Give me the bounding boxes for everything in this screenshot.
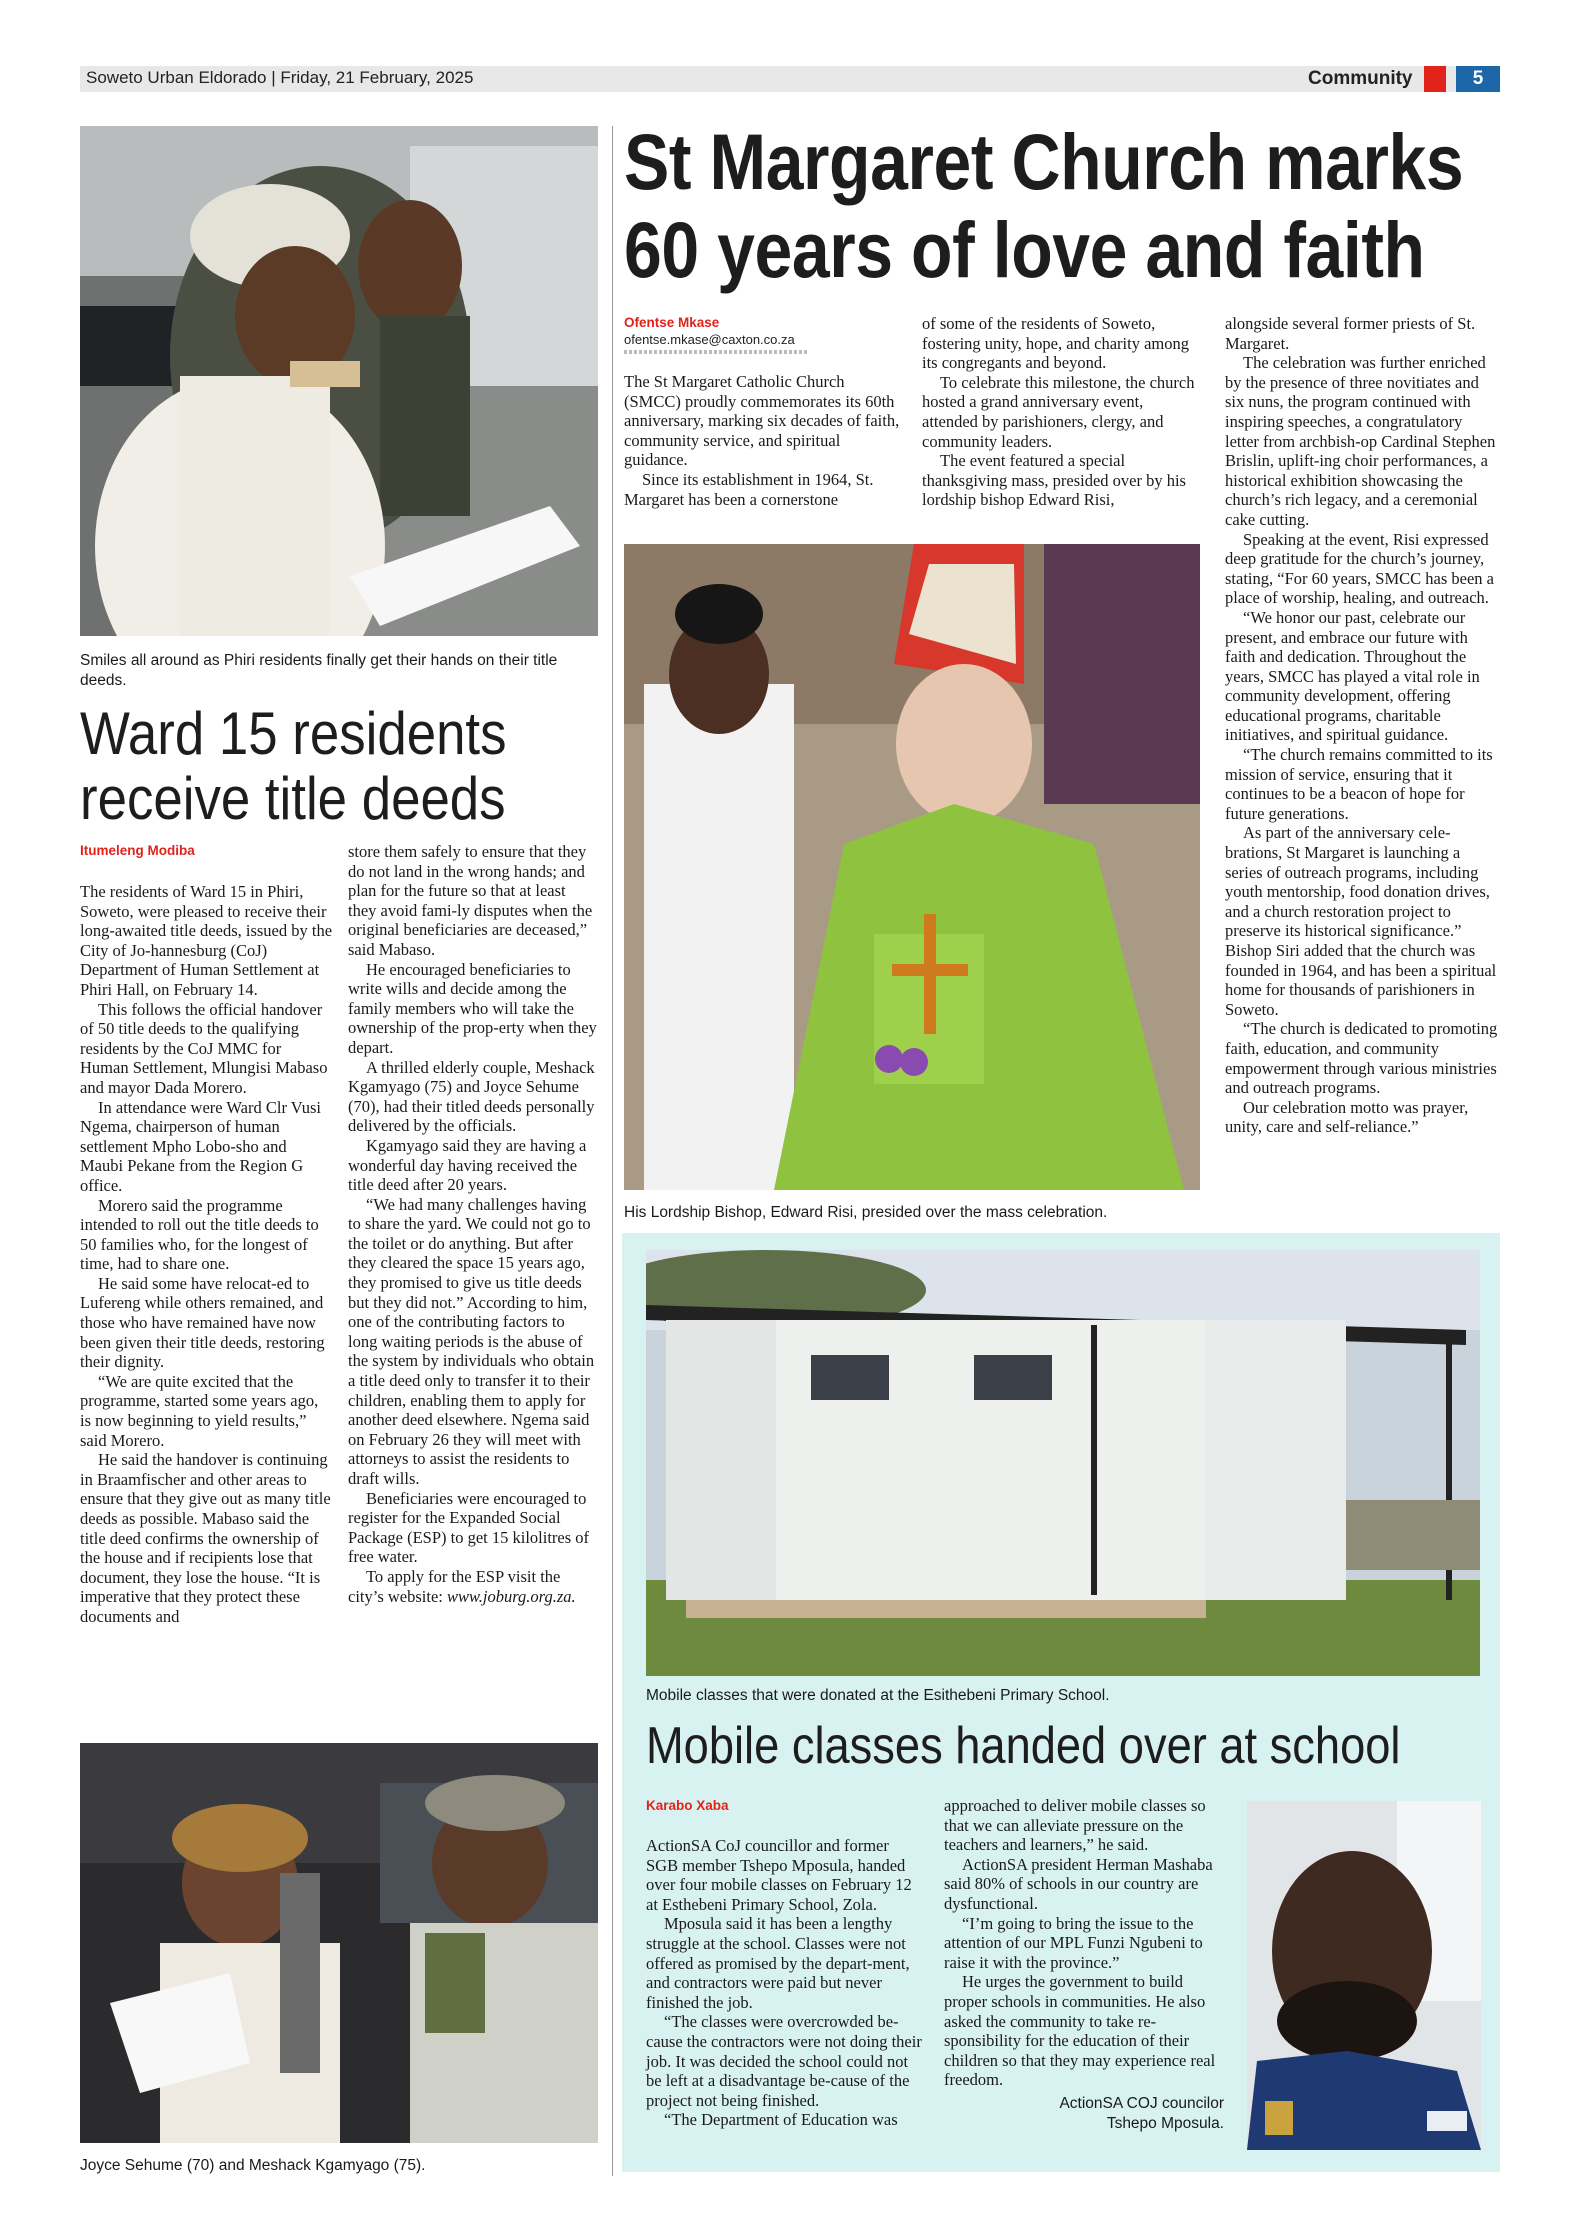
- church-paragraph: The St Margaret Catholic Church (SMCC) proudly commemorates its 60th anniversary, marking six decades of faith, community service, and spiritual guidance.: [624, 372, 900, 470]
- couple-photo-caption: Joyce Sehume (70) and Meshack Kgamyago (75).: [80, 2157, 426, 2174]
- page-number: 5: [1456, 66, 1500, 92]
- ward-paragraph: [348, 1567, 598, 1606]
- councillor-caption: [1000, 2094, 1224, 2134]
- church-paragraph: Our celebration motto was prayer, unity, care and self-reliance.”: [1225, 1097, 1469, 1137]
- church-paragraph: alongside several former priests of St. Margaret.: [1225, 314, 1476, 353]
- mobile-paragraph: approached to deliver mobile classes so that we can alleviate pressure on the teachers and learners,” he said.: [944, 1796, 1206, 1855]
- mobile-column-1: [646, 1836, 924, 2130]
- ward-paragraph: He encouraged beneficiaries to write wills and decide among the family members who will take the ownership of the prop-erty when they depart.: [348, 959, 597, 1057]
- mobile-paragraph: Mposula said it has been a lengthy struggle at the school. Classes were not offered as promised by the depart-ment, and contractors were paid but never finished the job.: [646, 1914, 910, 2012]
- church-author-email[interactable]: ofentse.mkase@caxton.co.za: [624, 332, 795, 347]
- ward-headline: [80, 702, 507, 832]
- ward-paragraph: “We had many challenges having to share the yard. We could not go to the toilet or do anything. But after they cleared the space 15 years ago, they promised to give us title deeds but they did not.” According to him, one of the contributing factors to long waiting periods is the abuse of the system by individuals who obtain a title deed only to transfer it to their children, enabling them to apply for another deed elsewhere. Ngema said on February 26 they will meet with attorneys to assist the residents to draft wills.: [348, 1194, 595, 1488]
- joburg-website-link[interactable]: www.joburg.org.za.: [446, 1586, 576, 1606]
- bishop-photo-caption: His Lordship Bishop, Edward Risi, presided over the mass celebration.: [624, 1204, 1108, 1221]
- church-headline-line1: St Margaret Church marks: [624, 117, 1464, 206]
- church-column-3: [1225, 314, 1500, 1137]
- mobile-paragraph: “The classes were overcrowded be-cause the contractors were not doing their job. It was decided the school could not be left at a disadvantage be-cause of the project not being finished.: [646, 2012, 922, 2110]
- ward-column-2: [348, 842, 598, 1606]
- section-label: Community: [1308, 68, 1413, 89]
- mobile-paragraph: ActionSA president Herman Mashaba said 80% of schools in our country are dysfunctional.: [944, 1854, 1213, 1913]
- mobile-column-2: [944, 1796, 1226, 2090]
- church-paragraph: “The church is dedicated to promoting faith, education, and community empowerment through various ministries and outreach programs.: [1225, 1019, 1498, 1098]
- mobile-headline: Mobile classes handed over at school: [646, 1717, 1401, 1775]
- ward-paragraph: “We are quite excited that the programme, started some years ago, is now beginning to yield results,” said Morero.: [80, 1371, 319, 1450]
- ward-paragraph: He said the handover is continuing in Braamfischer and other areas to ensure that they give out as many title deeds as possible. Mabaso said the title deed confirms the ownership of the house and if recipients lose that document, they lose the house. “It is imperative that they protect these documents and: [80, 1450, 331, 1626]
- mobile-classes-photo: [646, 1250, 1480, 1676]
- ward-paragraph: In attendance were Ward Clr Vusi Ngema, chairperson of human settlement Mpho Lobo-sho and Maubi Pekane from the Region G office.: [80, 1097, 321, 1195]
- church-paragraph: Speaking at the event, Risi expressed deep gratitude for the church’s journey, stating, “For 60 years, SMCC has been a place of worship, healing, and outreach.: [1225, 529, 1495, 608]
- section-red-marker: [1424, 66, 1446, 92]
- councillor-portrait: [1247, 1801, 1481, 2150]
- title-deed-photo: [80, 126, 598, 636]
- mobile-byline: Karabo Xaba: [646, 1798, 729, 1813]
- church-paragraph: The event featured a special thanksgiving mass, presided over by his lordship bishop Edward Risi,: [922, 451, 1186, 510]
- ward-paragraph: He said some have relocat-ed to Lufereng while others remained, and those who have remained have now been given their title deeds, restoring their dignity.: [80, 1273, 325, 1372]
- couple-photo: [80, 1743, 598, 2143]
- email-underline: [624, 350, 809, 354]
- bishop-photo: [624, 544, 1200, 1190]
- ward-headline-line2: receive title deeds: [80, 764, 506, 832]
- ward-paragraph: store them safely to ensure that they do not land in the wrong hands; and plan for the future so that at least they avoid fami-ly disputes when the original beneficiaries are deceased,” said Mabaso.: [348, 842, 593, 959]
- church-byline: Ofentse Mkase: [624, 315, 720, 330]
- ward-paragraph: A thrilled elderly couple, Meshack Kgamyago (75) and Joyce Sehume (70), had their titled deeds personally delivered by the officials.: [348, 1057, 595, 1136]
- ward-paragraph: This follows the official handover of 50 title deeds to the qualifying residents by the CoJ MMC for Human Settlement, Mlungisi Mabaso and mayor Dada Morero.: [80, 999, 328, 1097]
- mobile-photo-caption: Mobile classes that were donated at the Esithebeni Primary School.: [646, 1687, 1110, 1704]
- church-paragraph: As part of the anniversary cele-brations, St Margaret is launching a series of outreach programs, including youth mentorship, food donation drives, and a church restoration project to preserve its historical significance.” Bishop Siri added that the church was founded in 1964, and has been a spiritual home for thousands of parishioners in Soweto.: [1225, 823, 1497, 1019]
- mobile-paragraph: “The Department of Education was: [664, 2110, 898, 2130]
- church-paragraph: “We honor our past, celebrate our present, and embrace our future with faith and dedication. Throughout the years, SMCC has played a vital role in community development, offering educational programs, charitable initiatives, and spiritual guidance.: [1225, 607, 1480, 745]
- mobile-paragraph: He urges the government to build proper schools in communities. He also asked the community to take re-sponsibility for the education of their children so that they may experience real freedom.: [944, 1972, 1216, 2090]
- ward-byline: Itumeleng Modiba: [80, 843, 195, 858]
- folio-line: Soweto Urban Eldorado | Friday, 21 February, 2025: [86, 68, 474, 87]
- ward-column-1: [80, 882, 333, 1627]
- church-paragraph: of some of the residents of Soweto, fostering unity, hope, and charity among its congregants and beyond.: [922, 314, 1189, 373]
- esp-instruction: To apply for the ESP visit the city’s website:: [348, 1566, 561, 1606]
- ward-paragraph: Kgamyago said they are having a wonderful day having received the title deed after 20 years.: [348, 1135, 587, 1195]
- church-headline: [624, 117, 1464, 295]
- church-paragraph: “The church remains committed to its mission of service, ensuring that it continues to be a beacon of hope for future generations.: [1225, 745, 1493, 823]
- ward-paragraph: The residents of Ward 15 in Phiri, Soweto, were pleased to receive their long-awaited title deeds, issued by the City of Jo-hannesburg (CoJ) Department of Human Settlement at Phiri Hall, on February 14.: [80, 882, 333, 999]
- councillor-caption-line1: ActionSA COJ councilor: [1059, 2095, 1224, 2112]
- mobile-paragraph: ActionSA CoJ councillor and former SGB member Tshepo Mposula, handed over four mobile classes on February 12 at Esthebeni Primary School, Zola.: [646, 1836, 912, 1914]
- church-column-2: [922, 314, 1200, 510]
- column-divider: [612, 126, 613, 2176]
- church-headline-line2: 60 years of love and faith: [624, 205, 1425, 295]
- mobile-paragraph: “I’m going to bring the issue to the attention of our MPL Funzi Ngubeni to raise it with the province.”: [944, 1913, 1203, 1972]
- church-paragraph: To celebrate this milestone, the church hosted a grand anniversary event, attended by parishioners, clergy, and community leaders.: [922, 372, 1195, 451]
- ward-headline-line1: Ward 15 residents: [80, 700, 507, 767]
- church-paragraph: The celebration was further enriched by the presence of three novitiates and six nuns, the program continued with inspiring speeches, a congratulatory letter from archbish-op Cardinal Stephen Brislin, uplift-ing choir performances, a historical exhibition showcasing the church’s rich legacy, and a ceremonial cake cutting.: [1225, 353, 1496, 529]
- councillor-caption-line2: Tshepo Mposula.: [1106, 2115, 1224, 2133]
- ward-photo-caption: Smiles all around as Phiri residents finally get their hands on their title deeds.: [80, 652, 558, 690]
- ward-paragraph: Beneficiaries were encouraged to register for the Expanded Social Package (ESP) to get 15 kilolitres of free water.: [348, 1488, 590, 1567]
- church-column-1: [624, 372, 900, 509]
- ward-paragraph: Morero said the programme intended to roll out the title deeds to 50 families who, for the longest of time, had to share one.: [80, 1195, 319, 1274]
- church-paragraph: Since its establishment in 1964, St. Margaret has been a cornerstone: [624, 469, 874, 509]
